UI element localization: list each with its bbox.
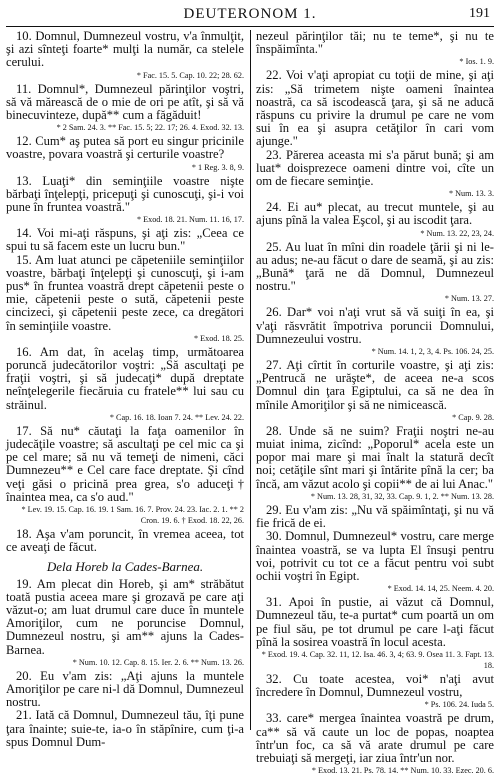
cross-reference-note: * Fac. 15. 5. Cap. 10. 22; 28. 62. <box>136 70 244 80</box>
verse: 10. Domnul, Dumnezeul vostru, v'a înmulţit, şi azi sînteţi foarte* mulţi la număr, ca stelele cerului. <box>6 29 244 70</box>
text-columns <box>6 29 494 776</box>
cross-reference-note: * Exod. 19. 4. Cap. 32. 11, 12. Isa. 46. 3, 4; 63. 9. Osea 11. 3. Fapt. 13. 18. <box>261 649 494 670</box>
verse: 15. Am luat atunci pe căpeteniile seminţiilor voastre, bărbaţi înţelepţi şi cunoscuţi, şi i-am pus* în fruntea voastră drept căpetenii peste o mie, căpetenii peste o sută, căpetenii peste cincizeci, şi căpetenii peste zece, ca dregători în seminţiile voastre. <box>6 252 244 333</box>
cross-reference-note: * Cap. 9. 28. <box>452 412 494 422</box>
verse: 31. Apoi în pustie, ai văzut că Domnul, Dumnezeul tău, te-a purtat* cum poartă un om pe fiul său, pe tot drumul pe care l-aţi făcut pînă la sosirea voastră în locul acesta. <box>256 595 494 649</box>
verse: 26. Dar* voi n'aţi vrut să vă suiţi în ea, şi v'aţi răsvrătit împotriva poruncii Domnului, Dumnezeului vostru. <box>256 305 494 346</box>
cross-reference-note: * Exod. 18. 25. <box>193 333 244 343</box>
right-column <box>256 30 494 778</box>
verse: 30. Domnul, Dumnezeul* vostru, care merge înaintea voastră, se va lupta El însuşi pentru voi, potrivit cu tot ce a făcut pentru voi subt ochii voştri în Egipt. <box>256 529 494 583</box>
cross-reference-note: * Exod. 13. 21. Ps. 78. 14. ** Num. 10. 33. Ezec. 20. 6. <box>311 766 494 776</box>
verse: 12. Cum* aş putea să port eu singur pricinile voastre, povara voastră şi certurile voastre? <box>6 134 244 162</box>
verse: 23. Părerea aceasta mi s'a părut bună; şi am luat* doisprezece oameni dintre voi, cîte un om de fiecare seminţie. <box>256 147 494 189</box>
verse: 20. Eu v'am zis: „Aţi ajuns la muntele Amoriţilor pe care ni-l dă Domnul, Dumnezeul nostru. <box>6 668 244 710</box>
cross-reference-note: * Num. 14. 1, 2, 3, 4. Ps. 106. 24, 25. <box>371 347 494 357</box>
cross-reference-note: * 2 Sam. 24. 3. ** Fac. 15. 5; 22. 17; 26. 4. Exod. 32. 13. <box>56 123 244 133</box>
verse: 25. Au luat în mîni din roadele ţării şi ni le-au adus; ne-au făcut o dare de seamă, şi au zis: „Bună* ţară ne dă Domnul, Dumnezeul nostru." <box>256 239 494 294</box>
column-divider <box>250 30 251 730</box>
verse: 14. Voi mi-aţi răspuns, şi aţi zis: „Ceea ce spui tu să facem este un lucru bun." <box>6 226 244 254</box>
verse: 18. Aşa v'am poruncit, în vremea aceea, tot ce aveaţi de făcut. <box>6 527 244 555</box>
verse: 19. Am plecat din Horeb, şi am* străbătut toată pustia aceea mare şi grozavă pe care aţi văzut-o; am luat drumul care duce în muntele Amoriţilor, cum ne poruncise Domnul, Dumnezeul nostru, şi am** ajuns la Cades-Barnea. <box>6 576 244 657</box>
verse: 16. Am dat, în acelaş timp, următoarea poruncă judecătorilor voştri: „Să ascultaţi pe fraţii voştri, şi să judecaţi* după dreptate neînţelegerile fiecăruia cu fratele** lui sau cu străinul. <box>6 344 244 412</box>
cross-reference-note: * Num. 13. 27. <box>444 294 494 304</box>
verse: 27. Aţi cîrtit în corturile voastre, şi aţi zis: „Pentrucă ne urăşte*, de aceea ne-a scos Domnul din ţara Egiptului, ca să ne dea în mînile Amoriţilor şi să ne nimicească. <box>256 358 494 412</box>
cross-reference-note: * Ps. 106. 24. Iuda 5. <box>424 700 494 710</box>
left-column <box>6 30 244 749</box>
page-header <box>6 4 494 27</box>
verse: 32. Cu toate acestea, voi* n'aţi avut încredere în Domnul, Dumnezeul vostru, <box>256 671 494 700</box>
page-number: 191 <box>469 6 490 21</box>
verse: 28. Unde să ne suim? Fraţii noştri ne-au muiat inima, zicînd: „Poporul* acela este un popor mai mare şi mai înalt la statură decît noi; cetăţile sînt mari şi întărite pînă la cer; ba încă, am văzut acolo şi copii** de ai lui Anac." <box>256 423 494 491</box>
book-chapter-title: DEUTERONOM 1. <box>183 6 317 22</box>
verse: 17. Să nu* căutaţi la faţa oamenilor în judecăţile voastre; să ascultaţi pe cel mic ca şi pe cel mare; să nu vă temeţi de nimeni, căci Dumnezeu** e Cel care face dreptate. Şi cînd veţi găsi o pricină prea grea, s'o aduceţi† înaintea mea, ca s'o aud." <box>6 423 244 504</box>
verse: 29. Eu v'am zis: „Nu vă spăimîntaţi, şi nu vă fie frică de ei. <box>256 502 494 531</box>
section-heading: Dela Horeb la Cades-Barnea. <box>46 558 204 574</box>
cross-reference-note: * Cap. 16. 18. Ioan 7. 24. ** Lev. 24. 22. <box>109 412 244 422</box>
cross-reference-note: * Num. 10. 12. Cap. 8. 15. Ier. 2. 6. ** Num. 13. 26. <box>72 657 244 667</box>
verse: 11. Domnul*, Dumnezeul părinţilor voştri, să vă mărească de o mie de ori pe atît, şi să vă binecuvinteze, după** cum a făgăduit! <box>6 81 244 123</box>
verse: 24. Ei au* plecat, au trecut muntele, şi au ajuns pînă la valea Eşcol, şi au iscodit ţara. <box>256 200 494 228</box>
verse-continuation: nezeul părinţilor tăi; nu te teme*, şi nu te înspăimînta." <box>256 29 494 57</box>
cross-reference-note: * Num. 13. 3. <box>448 189 494 199</box>
cross-reference-note: * Ios. 1. 9. <box>459 57 494 67</box>
cross-reference-note: * 1 Reg. 3. 8, 9. <box>191 162 244 172</box>
cross-reference-note: * Exod. 18. 21. Num. 11. 16, 17. <box>136 215 244 225</box>
verse: 21. Iată că Domnul, Dumnezeul tău, îţi pune ţara înainte; suie-te, ia-o în stăpînire, cum ţi-a spus Domnul Dum- <box>6 708 244 749</box>
cross-reference-note: * Lev. 19. 15. Cap. 16. 19. 1 Sam. 16. 7. Prov. 24. 23. Iac. 2. 1. ** 2 Cron. 19. 6. † Exod. 18. 22, 26. <box>21 505 244 526</box>
cross-reference-note: * Exod. 14. 14, 25. Neem. 4. 20. <box>387 584 494 594</box>
verse: 22. Voi v'aţi apropiat cu toţii de mine, şi aţi zis: „Să trimetem nişte oameni înaintea noastră, ca să iscodească ţara, şi să ne aducă răspuns cu privire la drumul pe care ne vom sui în ea şi asupra cetăţilor în cari vom ajunge." <box>256 68 494 149</box>
cross-reference-note: * Num. 13. 22, 23, 24. <box>420 228 494 238</box>
cross-reference-note: * Num. 13. 28, 31, 32, 33. Cap. 9. 1, 2. ** Num. 13. 28. <box>310 491 494 501</box>
verse: 13. Luaţi* din seminţiile voastre nişte bărbaţi înţelepţi, pricepuţi şi cunoscuţi, şi-i voi pune în fruntea voastră." <box>6 173 244 215</box>
verse: 33. care* mergea înaintea voastră pe drum, ca** să vă caute un loc de popas, noaptea într'un foc, ca să vă arate drumul pe care trebuiaţi să mergeţi, iar ziua într'un nor. <box>256 711 494 765</box>
